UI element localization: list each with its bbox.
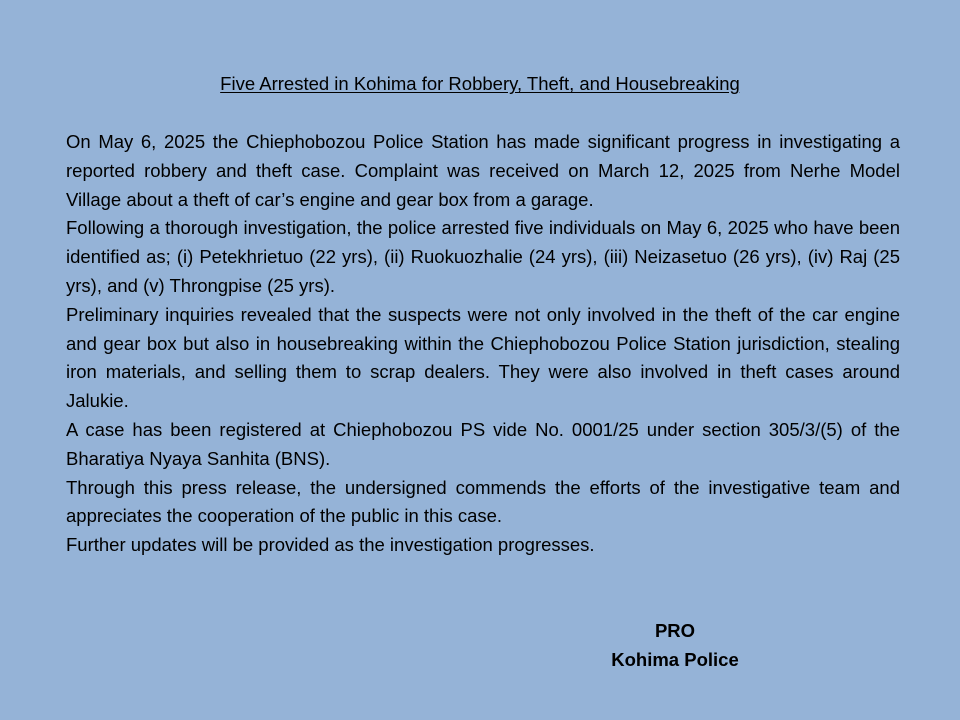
paragraph-inquiries: Preliminary inquiries revealed that the suspects were not only involved in the theft of the car engine and gear box but also in housebreaking within the Chiephobozou Police Station jurisdiction, stealing iron materials, and selling them to scrap dealers. They were also involved in theft cases around Jalukie.	[66, 303, 900, 412]
paragraph-further-updates: Further updates will be provided as the investigation progresses.	[66, 534, 595, 556]
paragraph-case-registered: A case has been registered at Chiephobozou PS vide No. 0001/25 under section 305/3/(5) of the Bharatiya Nyaya Sanhita (BNS).	[66, 418, 900, 469]
paragraph-progress: On May 6, 2025 the Chiephobozou Police Station has made significant progress in investigating a reported robbery and theft case. Complaint was received on March 12, 2025 from Nerhe Model Village about a theft of car’s engine and gear box from a garage.	[66, 131, 900, 210]
document-title: Five Arrested in Kohima for Robbery, Theft, and Housebreaking	[220, 73, 740, 94]
paragraph-arrests: Following a thorough investigation, the police arrested five individuals on May 6, 2025 who have been identified as; (i) Petekhrietuo (22 yrs), (ii) Ruokuozhalie (24 yrs), (iii) Neizasetuo (26 yrs), (iv) Raj (25 yrs), and (v) Throngpise (25 yrs).	[66, 217, 900, 296]
document-body	[66, 128, 900, 560]
signature-organization: Kohima Police	[611, 649, 739, 670]
paragraph-commendation: Through this press release, the undersigned commends the efforts of the investigative team and appreciates the cooperation of the public in this case.	[66, 476, 900, 527]
signature-title: PRO	[654, 620, 696, 641]
